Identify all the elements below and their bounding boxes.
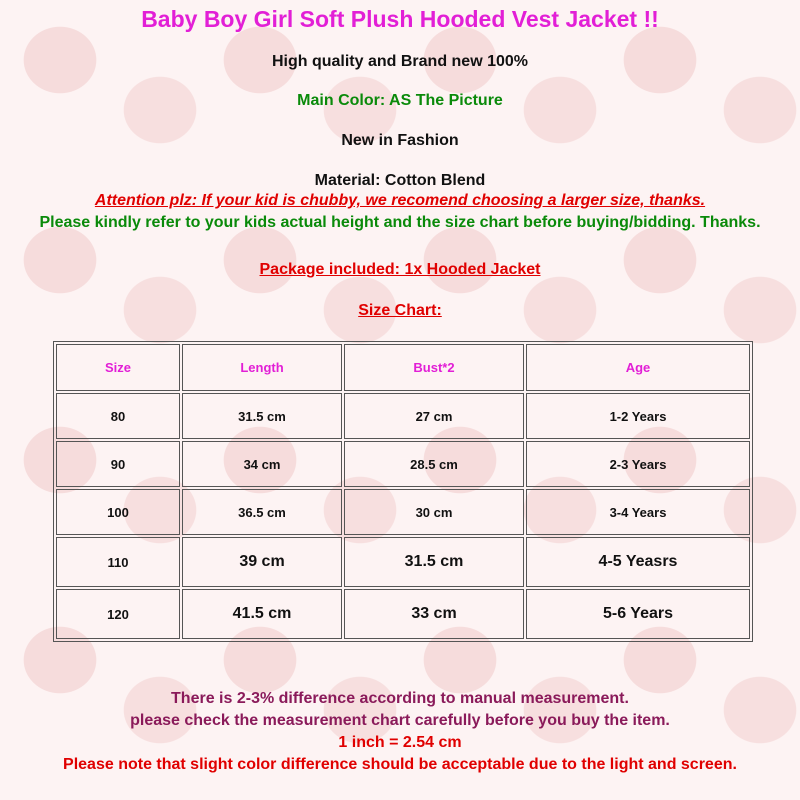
cell-bust: 31.5 cm — [344, 537, 524, 587]
table-row — [56, 537, 750, 587]
header-age: Age — [526, 344, 750, 391]
table-row — [56, 489, 750, 535]
cell-size: 120 — [56, 589, 180, 639]
cell-size: 90 — [56, 441, 180, 487]
cell-age: 1-2 Years — [526, 393, 750, 439]
header-bust: Bust*2 — [344, 344, 524, 391]
fashion-line: New in Fashion — [341, 132, 459, 149]
cell-length: 31.5 cm — [182, 393, 342, 439]
cell-length: 36.5 cm — [182, 489, 342, 535]
cell-bust: 27 cm — [344, 393, 524, 439]
cell-size: 80 — [56, 393, 180, 439]
material-line: Material: Cotton Blend — [314, 172, 486, 189]
size-chart-table — [53, 341, 753, 642]
refer-line: Please kindly refer to your kids actual height and the size chart before buying/bidding. Thanks. — [39, 214, 761, 231]
cell-size: 110 — [56, 537, 180, 587]
attention-line: Attention plz: If your kid is chubby, we recomend choosing a larger size, thanks. — [94, 192, 706, 209]
cell-age: 5-6 Years — [526, 589, 750, 639]
page-title: Baby Boy Girl Soft Plush Hooded Vest Jacket !! — [141, 6, 659, 32]
cell-age: 3-4 Years — [526, 489, 750, 535]
size-chart-heading: Size Chart: — [358, 302, 442, 319]
cell-length: 39 cm — [182, 537, 342, 587]
table-header-row — [56, 344, 750, 391]
table-row — [56, 441, 750, 487]
table-row — [56, 393, 750, 439]
package-line: Package included: 1x Hooded Jacket — [259, 261, 541, 278]
cell-length: 41.5 cm — [182, 589, 342, 639]
table-row — [56, 589, 750, 639]
header-size: Size — [56, 344, 180, 391]
cell-bust: 33 cm — [344, 589, 524, 639]
quality-line: High quality and Brand new 100% — [271, 53, 529, 70]
inch-note: 1 inch = 2.54 cm — [338, 734, 462, 751]
check-note: please check the measurement chart carefully before you buy the item. — [130, 712, 670, 729]
main-color-line: Main Color: AS The Picture — [297, 92, 503, 109]
cell-length: 34 cm — [182, 441, 342, 487]
cell-age: 4-5 Yeasrs — [526, 537, 750, 587]
difference-note: There is 2-3% difference according to manual measurement. — [171, 690, 629, 707]
cell-age: 2-3 Years — [526, 441, 750, 487]
header-length: Length — [182, 344, 342, 391]
cell-size: 100 — [56, 489, 180, 535]
cell-bust: 28.5 cm — [344, 441, 524, 487]
cell-bust: 30 cm — [344, 489, 524, 535]
color-note: Please note that slight color difference should be acceptable due to the light and screen. — [63, 756, 737, 773]
